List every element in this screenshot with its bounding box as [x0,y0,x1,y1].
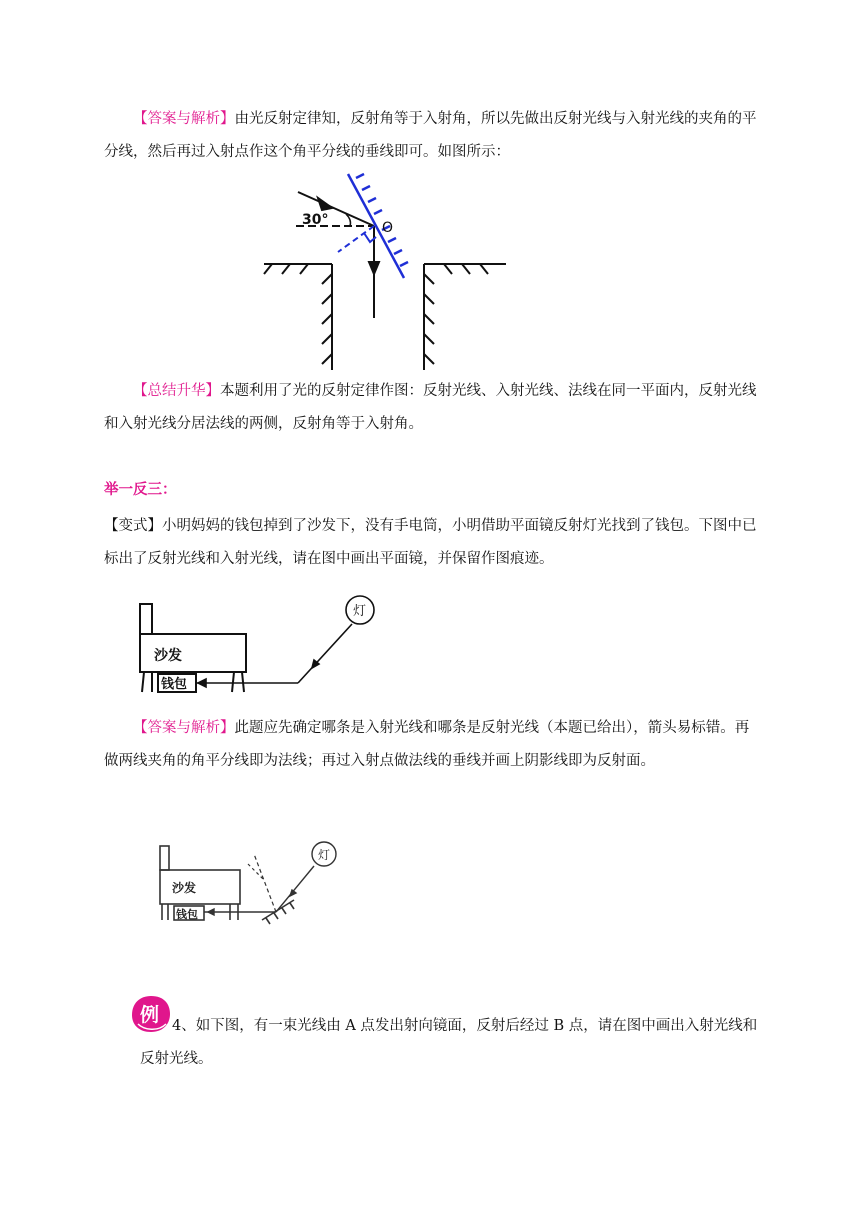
variant-tag: 【变式】 [104,518,162,534]
summary-text: 本题利用了光的反射定律作图：反射光线、入射光线、法线在同一平面内，反射光线和入射光线分居法线的两侧，反射角等于入射角。 [104,383,757,432]
lamp-label: 灯 [353,604,367,619]
summary-paragraph [104,375,760,441]
normal-dashed-line [338,226,376,252]
answer-1-paragraph [104,103,760,169]
sofa-label: 沙发 [172,881,197,895]
wallet-label: 钱包 [161,677,188,692]
left-wall [264,264,332,370]
point-o-label: O [382,220,394,236]
wallet-label: 钱包 [176,908,198,921]
lamp-label: 灯 [318,848,331,862]
sofa-back [140,604,152,634]
sofa-back [160,846,169,870]
example-4-paragraph: 4、如下图，有一束光线由 A 点发出射向镜面，反射后经过 B 点，请在图中画出入射光线和反射光线。 [140,1018,758,1067]
figure-2-sofa-diagram [130,592,380,698]
sofa-leg-right [232,672,234,692]
right-wall [424,264,506,370]
answer-tag: 【答案与解析】 [133,111,235,127]
bisector-marks [248,864,264,880]
normal-dashed-line [254,854,276,912]
section-heading: 举一反三： [104,481,177,498]
answer-2-text: 此题应先确定哪条是入射光线和哪条是反射光线（本题已给出），箭头易标错。再做两线夹角的角平分线即为法线；再过入射点做法线的垂线并画上阴影线即为反射面。 [104,720,750,769]
angle-label: 30° [302,212,329,228]
figure-3-answer-diagram [148,828,348,934]
answer-2-paragraph [104,712,760,778]
light-rays [204,866,314,915]
answer-text: 由光反射定律知，反射角等于入射角，所以先做出反射光线与入射光线的夹角的平分线，然后再过入射点作这个角平分线的垂线即可。如图所示： [104,111,757,160]
badge-label: 例 [140,1004,160,1026]
figure-1-reflection-diagram [262,170,512,372]
answer-2-tag: 【答案与解析】 [133,720,235,736]
variant-text: 小明妈妈的钱包掉到了沙发下，没有手电筒，小明借助平面镜反射灯光找到了钱包。下图中已标出了反射光线和入射光线，请在图中画出平面镜，并保留作图痕迹。 [104,518,757,567]
sofa-leg-left [142,672,144,692]
sofa-label: 沙发 [154,648,182,664]
summary-tag: 【总结升华】 [133,383,220,399]
variant-paragraph [104,510,760,576]
